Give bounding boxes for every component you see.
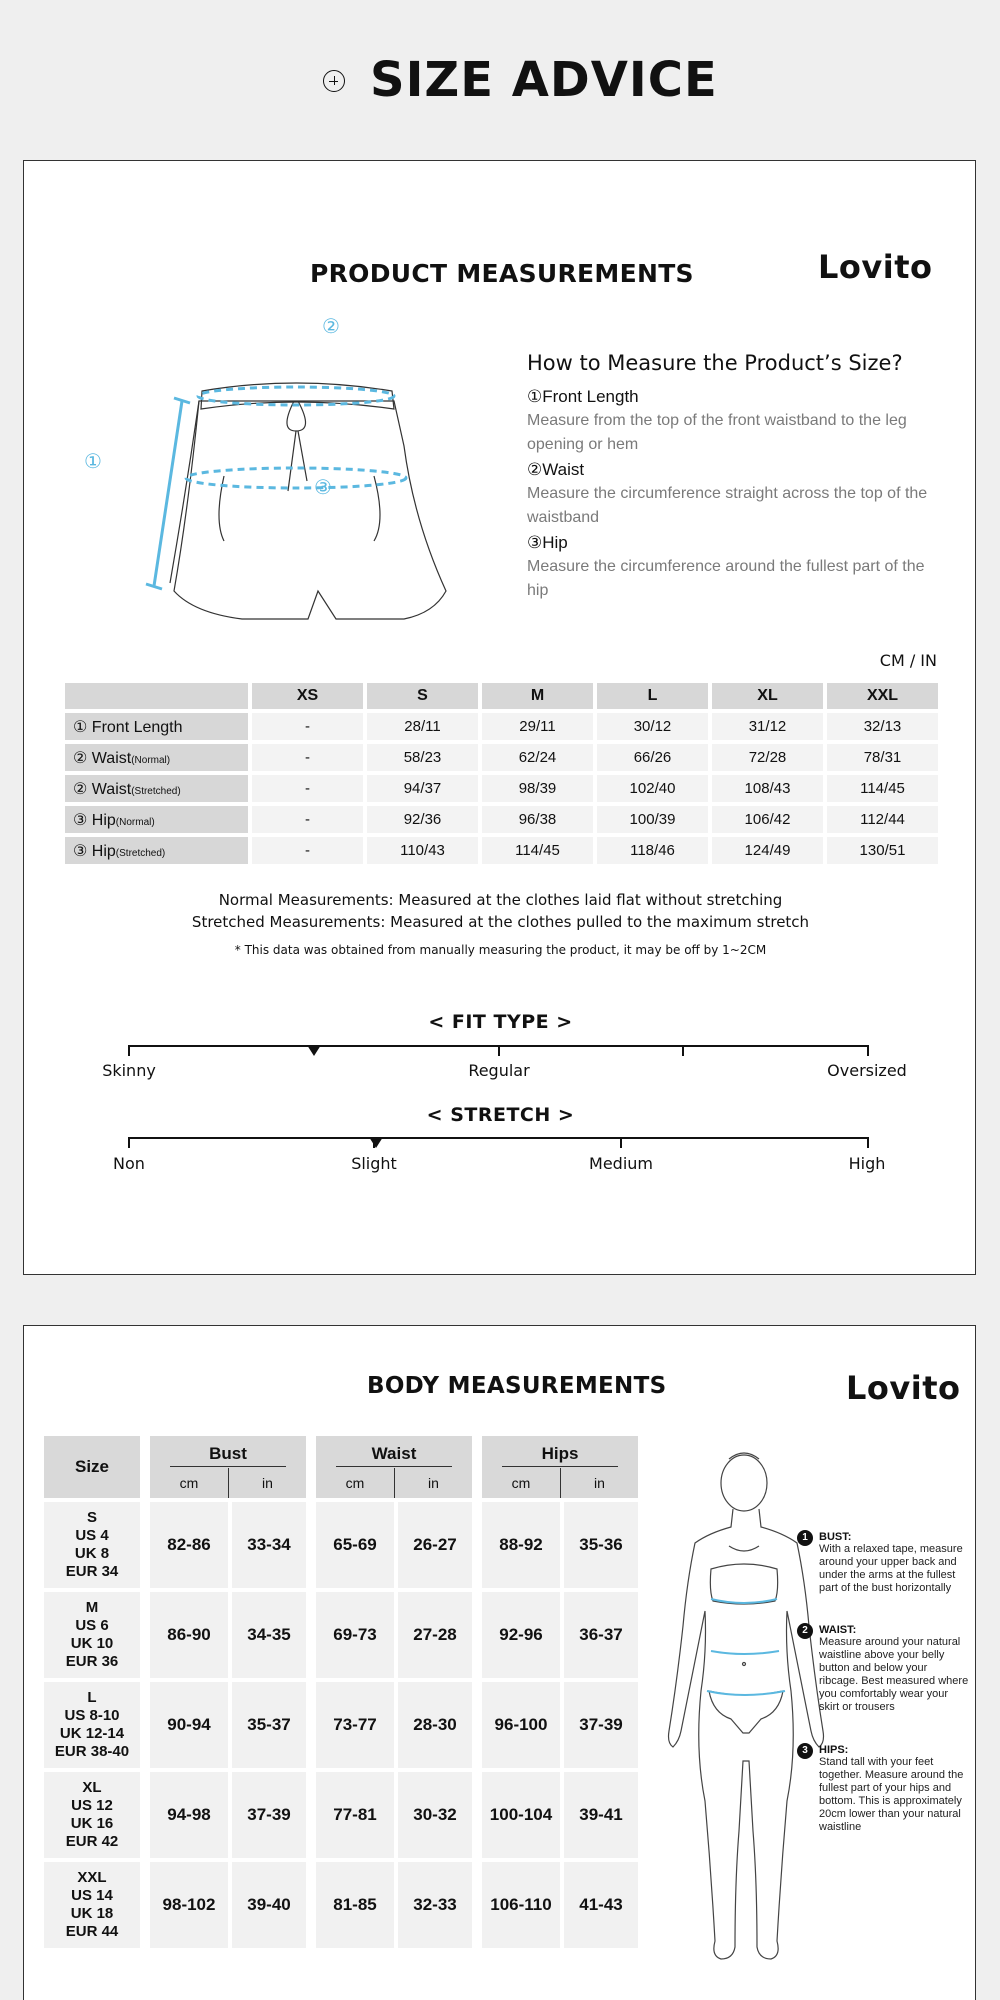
table-header-row <box>65 683 938 709</box>
bust-guide-text: With a relaxed tape, measure around your upper back and under the arms at the fullest part of the bust horizontally <box>819 1543 963 1594</box>
table-cell: 112/44 <box>827 806 938 833</box>
row-label: ② Waist(Stretched) <box>65 775 248 802</box>
hips-guide <box>802 1744 969 1834</box>
table-cell: - <box>252 806 363 833</box>
unit-header: cm <box>316 1468 394 1498</box>
table-cell: 28/11 <box>367 713 478 740</box>
table-cell: 96/38 <box>482 806 593 833</box>
table-cell: 100-104 <box>482 1772 560 1858</box>
stretch-label: Non <box>113 1154 145 1173</box>
table-cell: 92-96 <box>482 1592 560 1678</box>
size-line: EUR 42 <box>65 1833 119 1850</box>
table-cell: 98-102 <box>150 1862 228 1948</box>
brand-logo: Lovito <box>846 1369 961 1407</box>
body-measurements-panel <box>23 1325 976 2000</box>
table-cell: 31/12 <box>712 713 823 740</box>
measurement-notes <box>24 889 977 957</box>
size-line: EUR 44 <box>65 1923 119 1940</box>
table-row <box>65 775 938 802</box>
table-cell: 86-90 <box>150 1592 228 1678</box>
unit-header: in <box>560 1468 638 1498</box>
waist-header: Waist <box>316 1436 472 1468</box>
bust-guide-title: BUST: <box>819 1531 852 1543</box>
table-cell: 26-27 <box>394 1502 472 1588</box>
table-cell: 94-98 <box>150 1772 228 1858</box>
table-cell: 35-36 <box>560 1502 638 1588</box>
size-line: M <box>85 1599 99 1616</box>
table-cell: 37-39 <box>228 1772 306 1858</box>
front-length-marker: ① <box>84 449 102 473</box>
fit-type-tick <box>498 1045 500 1056</box>
disclaimer: * This data was obtained from manually measuring the product, it may be off by 1~2CM <box>234 943 767 957</box>
normal-note: Normal Measurements: Measured at the clothes laid flat without stretching <box>218 891 783 909</box>
fit-type-label: Skinny <box>102 1061 156 1080</box>
guide-heading: How to Measure the Product’s Size? <box>527 351 903 375</box>
size-line: UK 8 <box>74 1545 110 1562</box>
table-cell: 30-32 <box>394 1772 472 1858</box>
table-cell: 102/40 <box>597 775 708 802</box>
table-cell: 98/39 <box>482 775 593 802</box>
bust-header: Bust <box>150 1436 306 1468</box>
page-title: SIZE ADVICE <box>370 52 718 108</box>
size-header: L <box>597 683 708 709</box>
table-cell: - <box>252 775 363 802</box>
guide-hip-label: ③Hip <box>527 533 568 552</box>
hips-guide-title: HIPS: <box>819 1744 849 1756</box>
fit-type-tick <box>867 1045 869 1056</box>
table-cell: 73-77 <box>316 1682 394 1768</box>
size-cell <box>44 1682 140 1768</box>
stretched-note: Stretched Measurements: Measured at the clothes pulled to the maximum stretch <box>191 913 810 931</box>
fit-type-tick <box>128 1045 130 1056</box>
stretch-title: < STRETCH > <box>426 1104 575 1126</box>
shorts-illustration <box>74 306 494 646</box>
table-cell: 88-92 <box>482 1502 560 1588</box>
table-cell: 65-69 <box>316 1502 394 1588</box>
size-line: EUR 36 <box>65 1653 119 1670</box>
size-header: XS <box>252 683 363 709</box>
stretch-label: High <box>848 1154 886 1173</box>
row-label: ③ Hip(Stretched) <box>65 837 248 864</box>
page-header <box>0 52 1000 112</box>
table-row <box>44 1772 638 1858</box>
table-row <box>65 713 938 740</box>
hips-guide-text: Stand tall with your feet together. Measure around the fullest part of your hips and bottom. This is approximately 20cm lower than your natural waistline <box>819 1756 964 1833</box>
hips-number-badge: 3 <box>797 1743 813 1759</box>
row-label: ③ Hip(Normal) <box>65 806 248 833</box>
table-cell: 39-40 <box>228 1862 306 1948</box>
row-label: ② Waist(Normal) <box>65 744 248 771</box>
hips-header: Hips <box>482 1436 638 1468</box>
table-cell: 108/43 <box>712 775 823 802</box>
guide-hip-text: Measure the circumference around the fullest part of the hip <box>527 558 925 599</box>
product-measurements-panel <box>23 160 976 1275</box>
table-row <box>65 744 938 771</box>
fit-type-marker <box>307 1045 321 1056</box>
table-cell: 58/23 <box>367 744 478 771</box>
table-cell: 118/46 <box>597 837 708 864</box>
table-cell: 78/31 <box>827 744 938 771</box>
measure-guide <box>527 351 947 604</box>
size-line: US 6 <box>75 1617 109 1634</box>
table-cell: 36-37 <box>560 1592 638 1678</box>
table-cell: 130/51 <box>827 837 938 864</box>
fit-type-title: < FIT TYPE > <box>428 1011 573 1033</box>
bust-number-badge: 1 <box>797 1530 813 1546</box>
size-line: L <box>87 1689 97 1706</box>
size-line: US 8-10 <box>64 1707 120 1724</box>
table-cell: 110/43 <box>367 837 478 864</box>
stretch-marker <box>369 1137 383 1148</box>
table-row <box>44 1592 638 1678</box>
size-line: US 4 <box>75 1527 109 1544</box>
fit-type-label: Oversized <box>827 1061 907 1080</box>
size-line: EUR 34 <box>65 1563 119 1580</box>
table-cell: 72/28 <box>712 744 823 771</box>
table-cell: - <box>252 837 363 864</box>
table-cell: - <box>252 744 363 771</box>
table-row <box>65 806 938 833</box>
table-cell: 106/42 <box>712 806 823 833</box>
table-corner <box>65 683 248 709</box>
size-cell <box>44 1772 140 1858</box>
fit-type-label: Regular <box>468 1061 530 1080</box>
stretch-tick <box>128 1137 130 1148</box>
waist-guide <box>802 1624 969 1714</box>
stretch-tick <box>867 1137 869 1148</box>
unit-header: in <box>394 1468 472 1498</box>
fit-type-tick <box>682 1045 684 1056</box>
table-cell: 92/36 <box>367 806 478 833</box>
size-line: UK 10 <box>70 1635 114 1652</box>
table-cell: 100/39 <box>597 806 708 833</box>
size-line: EUR 38-40 <box>54 1743 130 1760</box>
table-row <box>44 1682 638 1768</box>
size-line: UK 12-14 <box>59 1725 125 1742</box>
size-line: UK 18 <box>70 1905 114 1922</box>
table-cell: 66/26 <box>597 744 708 771</box>
table-cell: 94/37 <box>367 775 478 802</box>
product-size-table <box>61 679 942 868</box>
product-section-title: PRODUCT MEASUREMENTS <box>310 259 694 288</box>
table-cell: 32-33 <box>394 1862 472 1948</box>
table-cell: 69-73 <box>316 1592 394 1678</box>
body-size-table <box>44 1436 638 1948</box>
size-header: M <box>482 683 593 709</box>
size-cell <box>44 1862 140 1948</box>
table-row <box>65 837 938 864</box>
table-cell: 37-39 <box>560 1682 638 1768</box>
stretch-tick <box>620 1137 622 1148</box>
size-column-header: Size <box>44 1436 140 1498</box>
size-header: XXL <box>827 683 938 709</box>
table-cell: 106-110 <box>482 1862 560 1948</box>
table-row <box>44 1502 638 1588</box>
guide-front-length-label: ①Front Length <box>527 387 639 406</box>
guide-waist-text: Measure the circumference straight across the top of the waistband <box>527 485 928 526</box>
unit-header: in <box>228 1468 306 1498</box>
size-line: UK 16 <box>70 1815 114 1832</box>
table-cell: 30/12 <box>597 713 708 740</box>
table-cell: 82-86 <box>150 1502 228 1588</box>
size-cell <box>44 1502 140 1588</box>
table-cell: 81-85 <box>316 1862 394 1948</box>
guide-waist-label: ②Waist <box>527 460 585 479</box>
table-cell: 124/49 <box>712 837 823 864</box>
unit-header: cm <box>150 1468 228 1498</box>
waist-guide-text: Measure around your natural waistline above your belly button and below your ribcage. Best measured where you comfortably wear your skirt or trousers <box>819 1636 969 1713</box>
size-header: XL <box>712 683 823 709</box>
table-cell: 114/45 <box>827 775 938 802</box>
table-cell: 114/45 <box>482 837 593 864</box>
table-cell: 27-28 <box>394 1592 472 1678</box>
size-line: XL <box>82 1779 102 1796</box>
waist-guide-title: WAIST: <box>819 1624 857 1636</box>
table-cell: 41-43 <box>560 1862 638 1948</box>
stretch-label: Medium <box>589 1154 653 1173</box>
stretch-scale-line <box>128 1137 869 1139</box>
stretch-label: Slight <box>351 1154 397 1173</box>
waist-number-badge: 2 <box>797 1623 813 1639</box>
size-line: US 12 <box>71 1797 113 1814</box>
table-row <box>44 1862 638 1948</box>
brand-logo: Lovito <box>818 248 933 286</box>
table-cell: 77-81 <box>316 1772 394 1858</box>
row-label: ① Front Length <box>65 713 248 740</box>
table-cell: 62/24 <box>482 744 593 771</box>
size-header: S <box>367 683 478 709</box>
svg-text:③: ③ <box>314 475 332 499</box>
table-cell: 28-30 <box>394 1682 472 1768</box>
table-cell: 33-34 <box>228 1502 306 1588</box>
table-cell: 96-100 <box>482 1682 560 1768</box>
guide-front-length-text: Measure from the top of the front waistband to the leg opening or hem <box>527 412 907 453</box>
table-cell: 32/13 <box>827 713 938 740</box>
table-cell: 29/11 <box>482 713 593 740</box>
size-line: US 14 <box>71 1887 113 1904</box>
table-cell: 35-37 <box>228 1682 306 1768</box>
unit-header: cm <box>482 1468 560 1498</box>
unit-label: CM / IN <box>879 651 937 670</box>
table-cell: 39-41 <box>560 1772 638 1858</box>
table-cell: 90-94 <box>150 1682 228 1768</box>
table-cell: 34-35 <box>228 1592 306 1678</box>
body-section-title: BODY MEASUREMENTS <box>367 1373 667 1399</box>
waist-marker: ② <box>322 314 340 338</box>
plus-circle-icon[interactable] <box>323 70 345 92</box>
size-line: XXL <box>77 1869 107 1886</box>
size-line: S <box>86 1509 97 1526</box>
bust-guide <box>802 1531 969 1595</box>
size-cell <box>44 1592 140 1678</box>
table-cell: - <box>252 713 363 740</box>
